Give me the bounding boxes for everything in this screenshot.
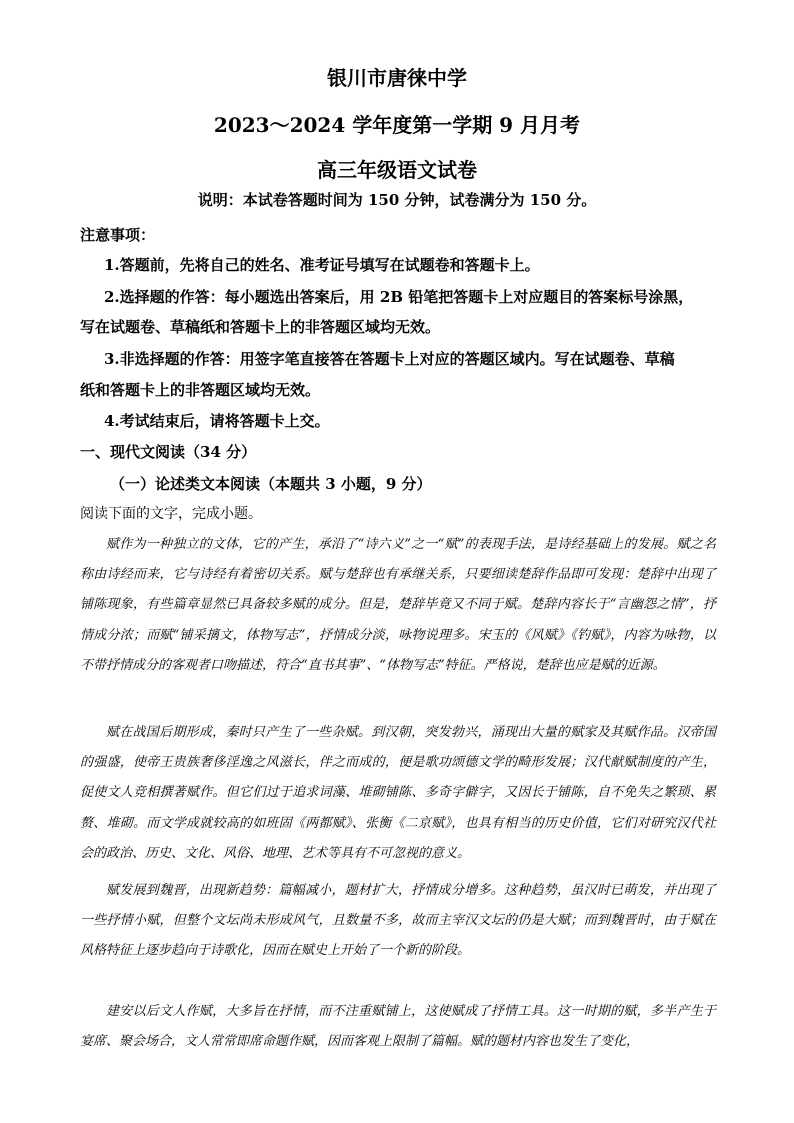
- notice-item-2-line-2: 写在试题卷、草稿纸和答题卡上的非答题区域均无效。: [80, 318, 441, 336]
- exam-note: 说明：本试卷答题时间为 150 分钟，试卷满分为 150 分。: [197, 191, 597, 209]
- notice-item-2-line-1: 2.选择题的作答：每小题选出答案后，用 2B 铅笔把答题卡上对应题目的答案标号涂黑，: [104, 288, 694, 306]
- section-1-subtitle: （一）论述类文本阅读（本题共 3 小题，9 分）: [110, 475, 432, 493]
- exam-title: 高三年级语文试卷: [317, 158, 477, 182]
- passage-paragraph-1: 赋作为一种独立的文体，它的产生，承沿了“诗六义”之一“赋”的表现手法，是诗经基础上的发展。赋之名称由诗经而来，它与诗经有着密切关系。赋与楚辞也有承继关系，只要细读楚辞作品即可发现：楚辞中出现了铺陈现象，有些篇章显然已具备较多赋的成分。但是，楚辞毕竟又不同于赋。楚辞内容长于“言幽怨之情”，抒情成分浓；而赋“铺采摛文，体物写志”，抒情成分淡，咏物说理多。宋玉的《风赋》《钓赋》，内容为咏物，以不带抒情成分的客观者口吻描述，符合“直书其事”、“体物写志”特征。严格说，楚辞也应是赋的近源。: [80, 537, 716, 673]
- notice-item-1: 1.答题前，先将自己的姓名、准考证号填写在试题卷和答题卡上。: [104, 256, 540, 274]
- notice-item-3-line-2: 纸和答题卡上的非答题区域均无效。: [80, 381, 321, 399]
- notice-item-3-line-1: 3.非选择题的作答：用签字笔直接答在答题卡上对应的答题区域内。写在试题卷、草稿: [104, 350, 675, 368]
- school-title: 银川市唐徕中学: [327, 66, 467, 90]
- notice-item-4: 4.考试结束后，请将答题卡上交。: [104, 412, 330, 430]
- passage-paragraph-4: 建安以后文人作赋，大多旨在抒情，而不注重赋铺上，这使赋成了抒情工具。这一时期的赋，多半产生于宴席、聚会场合，文人常常即席命题作赋，因而客观上限制了篇幅。赋的题材内容也发生了变化，: [80, 1004, 716, 1050]
- notice-heading: 注意事项：: [80, 226, 156, 244]
- term-title: 2023～2024 学年度第一学期 9 月月考: [213, 113, 581, 137]
- passage-paragraph-3: 赋发展到魏晋，出现新趋势：篇幅减小，题材扩大，抒情成分增多。这种趋势，虽汉时已萌发，并出现了一些抒情小赋，但整个文坛尚未形成风气，且数量不多，故而主宰汉文坛的仍是大赋；而到魏晋时，由于赋在风格特征上逐步趋向于诗歌化，因而在赋史上开始了一个新的阶段。: [80, 883, 716, 959]
- passage-paragraph-2: 赋在战国后期形成，秦时只产生了一些杂赋。到汉朝，突发勃兴，涌现出大量的赋家及其赋作品。汉帝国的强盛，使帝王贵族奢侈淫逸之风滋长，伴之而成的，便是歌功颂德文学的畸形发展；汉代献赋制度的产生，促使文人竞相撰著赋作。但它们过于追求词藻、堆砌铺陈、多奇字僻字，又因长于铺陈，自不免失之繁琐、累赘、堆砌。而文学成就较高的如班固《两都赋》、张衡《二京赋》，也具有相当的历史价值，它们对研究汉代社会的政治、历史、文化、风俗、地理、艺术等具有不可忽视的意义。: [80, 725, 716, 861]
- section-1-title: 一、现代文阅读（34 分）: [80, 443, 257, 461]
- reading-instruction: 阅读下面的文字，完成小题。: [80, 506, 262, 522]
